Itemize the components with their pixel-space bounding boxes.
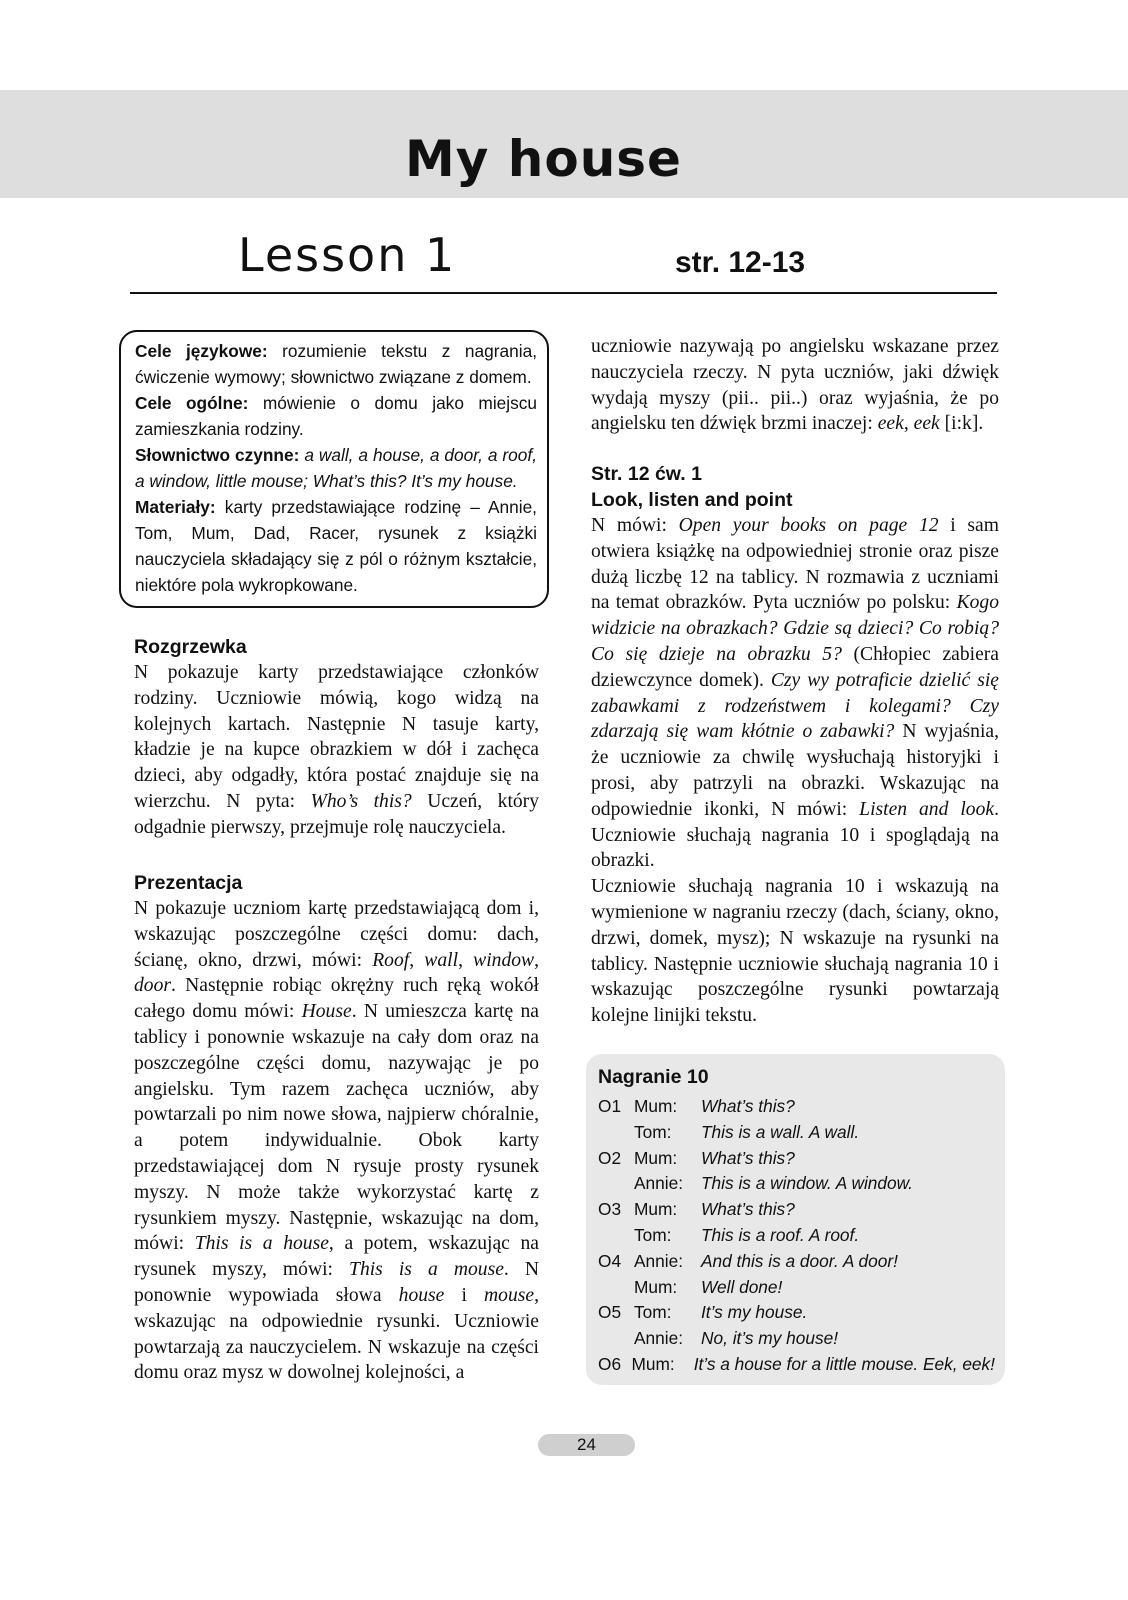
- recording-speaker: Annie:: [634, 1328, 684, 1349]
- recording-speaker: Tom:: [634, 1121, 672, 1142]
- lesson-title: Lesson 1: [238, 228, 457, 282]
- page-number: 24: [538, 1434, 635, 1456]
- recording-line: [598, 1249, 995, 1275]
- exercise-text-2: Uczniowie słuchają nagrania 10 i wskazują na wymienione w nagraniu rzeczy (dach, ściany, okno, drzwi, domek, mysz); N wskazuje na rysunki na tablicy. Następnie uczniowie słuchają nagrania 10 i wskazując poszczególne rysunki powtarzają kolejne linijki tekstu.: [591, 876, 999, 1027]
- recording-speaker: Mum:: [634, 1199, 678, 1220]
- presentation-heading: Prezentacja: [134, 872, 243, 894]
- header-rule: [130, 292, 997, 294]
- recording-line: [598, 1094, 995, 1120]
- warmup-text: N pokazuje karty przedstawiające członków rodziny. Uczniowie mówią, kogo widzą na kolejnych kartach. Następnie N tasuje karty, kładzie je na kupce obrazkiem w dół i zachęca dzieci, aby odgadły, która postać znajduje się na wierzchu. N pyta: Who’s this? Uczeń, który odgadnie pierwszy, przejmuje rolę nauczyciela.: [134, 662, 540, 838]
- recording-utterance: This is a roof. A roof.: [701, 1224, 860, 1245]
- recording-line-number: O5: [598, 1302, 622, 1323]
- recording-line-number: O4: [598, 1250, 622, 1271]
- recording-box: [586, 1054, 1005, 1385]
- exercise-section: [591, 461, 999, 1029]
- recording-line: [598, 1171, 995, 1197]
- recording-utterance: What’s this?: [701, 1147, 795, 1168]
- recording-speaker: Annie:: [634, 1173, 684, 1194]
- recording-transcript: [598, 1094, 995, 1378]
- lesson-goals-box: [119, 330, 549, 608]
- recording-speaker: Mum:: [631, 1353, 675, 1374]
- recording-utterance: This is a wall. A wall.: [701, 1121, 860, 1142]
- recording-utterance: This is a window. A window.: [701, 1173, 913, 1194]
- recording-line-number: [598, 1326, 634, 1352]
- recording-line-number: O6: [598, 1353, 622, 1374]
- warmup-heading: Rozgrzewka: [134, 636, 247, 658]
- goals-language-label: Cele językowe:: [135, 341, 268, 361]
- recording-line-number: O2: [598, 1147, 622, 1168]
- recording-heading: Nagranie 10: [598, 1066, 709, 1088]
- goals-materials: [135, 494, 537, 598]
- recording-utterance: And this is a door. A door!: [701, 1250, 898, 1271]
- warmup-section: [134, 634, 539, 841]
- goals-vocabulary-label: Słownictwo czynne:: [135, 445, 300, 465]
- goals-general-label: Cele ogólne:: [135, 393, 249, 413]
- recording-line: [598, 1326, 995, 1352]
- page-reference: str. 12-13: [675, 246, 806, 279]
- recording-utterance: It’s my house.: [701, 1302, 808, 1323]
- recording-speaker: Tom:: [634, 1302, 672, 1323]
- recording-line: [598, 1223, 995, 1249]
- recording-utterance: What’s this?: [701, 1199, 795, 1220]
- recording-speaker: Mum:: [634, 1276, 678, 1297]
- goals-language: [135, 338, 537, 390]
- recording-line: [598, 1146, 995, 1172]
- recording-line-number: [598, 1171, 634, 1197]
- presentation-continued-text: uczniowie nazywają po angielsku wskazane przez nauczyciela rzeczy. N pyta uczniów, jaki dźwięk wydają myszy (pii.. pii..) oraz wyjaśnia, że po angielsku ten dźwięk brzmi inaczej: eek, eek [i:k].: [591, 336, 999, 435]
- exercise-heading-number: Str. 12 ćw. 1: [591, 463, 702, 485]
- page-title: My house: [405, 130, 682, 188]
- recording-speaker: Tom:: [634, 1224, 672, 1245]
- recording-line-number: [598, 1275, 634, 1301]
- goals-general: [135, 390, 537, 442]
- recording-utterance: It’s a house for a little mouse. Eek, eek!: [693, 1353, 995, 1374]
- recording-line: [598, 1120, 995, 1146]
- presentation-text: N pokazuje uczniom kartę przedstawiającą dom i, wskazując poszczególne części domu: dach, ścianę, okno, drzwi, mówi: Roof, wall, window, door. Następnie robiąc okrężny ruch ręką wokół całego domu mówi: House. N umieszcza kartę na tablicy i ponownie wskazuje na cały dom oraz na poszczególne części domu, nazywając je po angielsku. Tym razem zachęca uczniów, aby powtarzali po nim nowe słowa, najpierw chóralnie, a potem indywidualnie. Obok karty przedstawiającej dom N rysuje prosty rysunek myszy. N może także wykorzystać kartę z rysunkiem myszy. Następnie, wskazując na dom, mówi: This is a house, a potem, wskazując na rysunek myszy, mówi: This is a mouse. N ponownie wypowiada słowa house i mouse, wskazując na odpowiednie rysunki. Uczniowie powtarzają za nauczycielem. N wskazuje na części domu oraz mysz w dowolnej kolejności, a: [134, 898, 539, 1384]
- exercise-heading-title: Look, listen and point: [591, 489, 793, 511]
- recording-speaker: Annie:: [634, 1250, 684, 1271]
- goals-materials-label: Materiały:: [135, 497, 216, 517]
- recording-line: [598, 1352, 995, 1378]
- recording-line-number: O1: [598, 1096, 622, 1116]
- goals-materials-text: karty przedstawiające rodzinę – Annie, Tom, Mum, Dad, Racer, rysunek z książki nauczyciela składający się z pól o różnym kształcie, niektóre pola wykropkowane.: [135, 497, 537, 595]
- goals-vocabulary: [135, 442, 537, 494]
- recording-line-number: [598, 1223, 634, 1249]
- recording-line-number: [598, 1120, 634, 1146]
- recording-speaker: Mum:: [634, 1147, 678, 1168]
- recording-utterance: Well done!: [701, 1276, 783, 1297]
- goals-general-text: mówienie o domu jako miejscu zamieszkania rodziny.: [135, 393, 538, 439]
- recording-line: [598, 1197, 995, 1223]
- presentation-continued: [591, 334, 999, 438]
- recording-utterance: What’s this?: [701, 1096, 795, 1116]
- recording-utterance: No, it’s my house!: [701, 1328, 839, 1349]
- recording-speaker: Mum:: [634, 1096, 678, 1116]
- recording-line: [598, 1275, 995, 1301]
- recording-line-number: O3: [598, 1199, 622, 1220]
- presentation-section: [134, 870, 539, 1416]
- exercise-text: N mówi: Open your books on page 12 i sam otwiera książkę na odpowiedniej stronie oraz pisze dużą liczbę 12 na tablicy. N rozmawia z uczniami na temat obrazków. Pyta uczniów po polsku: Kogo widzicie na obrazkach? Gdzie są dzieci? Co robią? Co się dzieje na obrazku 5? (Chłopiec zabiera dziewczynce domek). Czy wy potraficie dzielić się zabawkami z rodzeństwem i kolegami? Czy zdarzają się wam kłótnie o zabawki? N wyjaśnia, że uczniowie za chwilę wysłuchają historyjki i prosi, aby patrzyli na obrazki. Wskazując na odpowiednie ikonki, N mówi: Listen and look. Uczniowie słuchają nagrania 10 i spoglądają na obrazki. Uczniowie słuchają nagrania 10 i wskazują na wymienione w nagraniu rzeczy (dach, ściany, okno, drzwi, domek, mysz); N wskazuje na rysunki na tablicy. Następnie uczniowie słuchają nagrania 10 i wskazując poszczególne rysunki powtarzają kolejne linijki tekstu.: [591, 513, 999, 1029]
- recording-line: [598, 1300, 995, 1326]
- goals-vocabulary-text: a wall, a house, a door, a roof, a window, little mouse; What’s this? It’s my house.: [135, 445, 537, 491]
- goals-language-text: rozumienie tekstu z nagrania, ćwiczenie wymowy; słownictwo związane z domem.: [135, 341, 537, 387]
